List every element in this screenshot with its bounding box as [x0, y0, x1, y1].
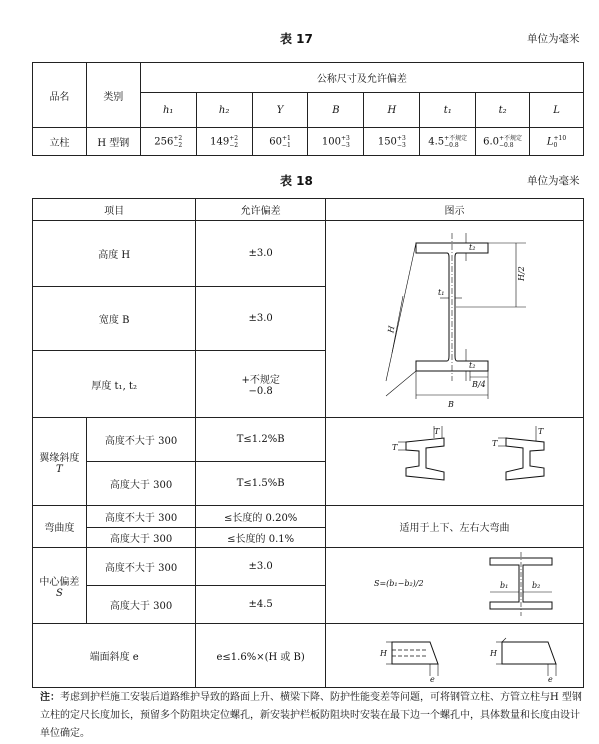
label-s-formula: S=(b₁−b₂)/2: [374, 579, 425, 588]
center-label: [33, 548, 87, 624]
header-name: 品名: [33, 63, 87, 128]
bend-note: 适用于上下、左右大弯曲: [325, 506, 583, 548]
header-figure: 图示: [325, 199, 583, 221]
tolerance-upper: +3: [341, 134, 350, 142]
end-slope-label: 端面斜度 e: [33, 624, 196, 688]
tolerance-lower: −0.8: [499, 141, 514, 149]
tolerance-upper: +不规定: [444, 134, 468, 142]
bend-cond-1: 高度不大于 300: [86, 506, 196, 528]
bend-cond-2: 高度大于 300: [86, 528, 196, 548]
h-beam-section-figure: [326, 221, 582, 414]
value-tolerance: [397, 135, 406, 149]
label-h-half: H/2: [517, 266, 527, 281]
center-label-text: 中心偏差: [39, 576, 80, 588]
tolerance-lower: −0.8: [444, 141, 459, 149]
header-tolerance: 允许偏差: [196, 199, 326, 221]
label-t2-lower: t₂: [469, 361, 476, 370]
center-tol-1: ±3.0: [196, 548, 326, 586]
label-t1: t₁: [438, 288, 445, 297]
flange-cond-2: 高度大于 300: [86, 462, 196, 506]
value-base: 256: [154, 136, 174, 147]
flange-tol-1: T≤1.2%B: [196, 418, 326, 462]
col-header-2: Y: [252, 93, 308, 128]
col-header-4: H: [364, 93, 420, 128]
flange-label-text: 翼缘斜度: [39, 452, 80, 464]
value-tolerance: [282, 135, 291, 149]
tolerance-lower: −2: [229, 141, 239, 149]
value-cell-6: [476, 128, 530, 156]
bend-label: 弯曲度: [33, 506, 87, 548]
table-17: [32, 62, 584, 156]
footnote: [40, 689, 588, 743]
col-header-7: L: [530, 93, 584, 128]
center-offset-figure: [326, 548, 582, 620]
table17-caption: 表 17: [280, 32, 313, 46]
flange-cond-1: 高度不大于 300: [86, 418, 196, 462]
value-cell-1: [196, 128, 252, 156]
center-cond-1: 高度不大于 300: [86, 548, 196, 586]
col-header-3: B: [308, 93, 364, 128]
flange-tol-2: T≤1.5%B: [196, 462, 326, 506]
col-header-6: t₂: [476, 93, 530, 128]
value-base: 4.5: [428, 136, 445, 147]
value-base: 150: [377, 136, 397, 147]
header-item: 项目: [33, 199, 196, 221]
bend-tol-2: ≤长度的 0.1%: [196, 528, 326, 548]
value-cell-0: [140, 128, 196, 156]
label-e-right: e: [548, 675, 554, 684]
tolerance-lower: −3: [396, 141, 406, 149]
label-b2: b₂: [532, 581, 541, 590]
figure-center-offset: [325, 548, 583, 624]
width-label: 宽度 B: [33, 286, 196, 351]
height-label: 高度 H: [33, 221, 196, 287]
label-e-left: e: [430, 675, 436, 684]
bend-tol-1: ≤长度的 0.20%: [196, 506, 326, 528]
tolerance-upper: +1: [281, 134, 291, 142]
value-base: 100: [321, 136, 342, 147]
col-header-0: h₁: [140, 93, 196, 128]
value-cell-3: [308, 128, 364, 156]
tolerance-upper: +2: [229, 134, 239, 142]
col-header-5: t₁: [420, 93, 476, 128]
value-base: L: [546, 136, 554, 147]
header-group: 公称尺寸及允许偏差: [140, 63, 583, 93]
footnote-text: 考虑到护栏施工安装后道路维护导致的路面上升、横梁下降、防护性能变差等问题，可将钢管立柱、方管立柱与H 型钢立柱的定尺长度加长，预留多个防阻块定位螺孔，新安装护栏板防阻块时安装在最下边一个螺孔中，具体数量和长度由设计单位确定。: [40, 692, 582, 739]
tolerance-upper: +3: [396, 134, 406, 142]
figure-flange-slope: [325, 418, 583, 506]
value-cell-2: [252, 128, 308, 156]
header-category: 类别: [86, 63, 140, 128]
figure-h-beam-dimensions: [325, 221, 583, 418]
table18-unit: 单位为毫米: [527, 175, 580, 187]
figure-end-slope: [325, 624, 583, 688]
value-base: 60: [269, 136, 282, 147]
center-tol-2: ±4.5: [196, 586, 326, 624]
thickness-label: 厚度 t₁, t₂: [33, 351, 196, 418]
end-slope-figure: [326, 624, 582, 684]
flange-label: [33, 418, 87, 506]
tolerance-lower: 0: [553, 141, 558, 149]
label-b1: b₁: [500, 581, 509, 590]
tolerance-upper: +10: [553, 134, 567, 142]
value-tolerance: [499, 135, 522, 149]
value-tolerance: [554, 135, 567, 149]
footnote-label: 注：: [40, 692, 60, 703]
table18-caption: 表 18: [280, 174, 313, 188]
row-category: H 型钢: [86, 128, 140, 156]
table17-unit: 单位为毫米: [527, 33, 580, 45]
row-name: 立柱: [33, 128, 87, 156]
width-tolerance: ±3.0: [196, 286, 326, 351]
value-tolerance: [173, 135, 182, 149]
thickness-tol-plus: +不规定: [241, 375, 280, 387]
thickness-tolerance: [196, 351, 326, 418]
value-tolerance: [341, 135, 350, 149]
value-cell-4: [364, 128, 420, 156]
value-base: 149: [210, 136, 230, 147]
center-cond-2: 高度大于 300: [86, 586, 196, 624]
flange-slope-figure: [326, 418, 582, 502]
label-b-quarter: B/4: [472, 380, 487, 389]
value-base: 6.0: [483, 136, 500, 147]
flange-label-symbol: T: [56, 463, 63, 475]
value-tolerance: [229, 135, 238, 149]
value-tolerance: [444, 135, 467, 149]
label-t-right: T: [492, 439, 498, 448]
table-18: [32, 198, 584, 688]
label-h: H: [386, 325, 397, 334]
thickness-tol-minus: −0.8: [248, 386, 273, 398]
value-cell-7: [530, 128, 584, 156]
end-slope-tolerance: e≤1.6%×(H 或 B): [196, 624, 326, 688]
tolerance-lower: −1: [281, 141, 291, 149]
tolerance-upper: +不规定: [499, 134, 523, 142]
height-tolerance: ±3.0: [196, 221, 326, 287]
label-t-right-top: T: [538, 427, 544, 436]
col-header-1: h₂: [196, 93, 252, 128]
label-t-left-top: T: [434, 427, 440, 436]
label-h-end-right: H: [490, 649, 498, 658]
tolerance-lower: −3: [341, 141, 350, 149]
label-h-end-left: H: [380, 649, 388, 658]
center-label-symbol: S: [55, 587, 63, 599]
label-t2: t₂: [469, 243, 476, 252]
tolerance-lower: −2: [173, 141, 183, 149]
tolerance-upper: +2: [173, 134, 183, 142]
label-b: B: [448, 400, 455, 409]
label-t-left: T: [392, 443, 398, 452]
value-cell-5: [420, 128, 476, 156]
